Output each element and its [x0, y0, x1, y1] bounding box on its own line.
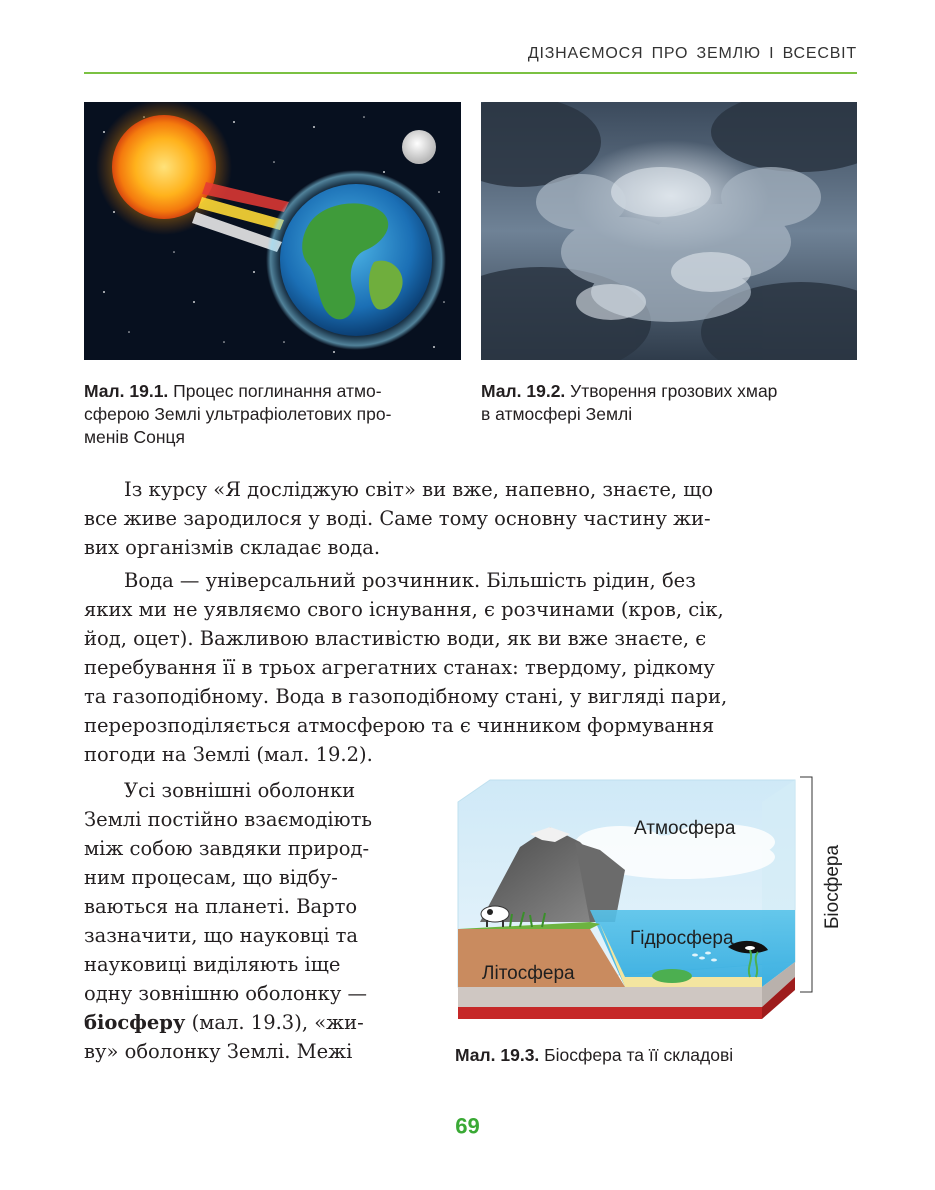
text-line: одну зовнішню оболонку —: [84, 982, 368, 1005]
text-line: ваються на планеті. Варто: [84, 895, 358, 918]
text-line: Із курсу «Я досліджую світ» ви вже, напевно, знаєте, що: [124, 478, 714, 501]
body-paragraph-1: [84, 475, 800, 562]
label-atmosphere: Атмосфера: [634, 818, 736, 839]
figure-19-2-caption: [481, 380, 857, 426]
text-fragment: (мал. 19.3), «жи-: [185, 1011, 364, 1034]
text-line: ву» оболонку Землі. Межі: [84, 1040, 353, 1063]
caption-line: менів Сонця: [84, 427, 186, 447]
body-paragraph-3: [84, 776, 424, 1066]
figure-19-3-caption: [455, 1044, 835, 1067]
text-line: все живе зародилося у воді. Саме тому основну частину жи-: [84, 507, 711, 530]
figure-label: Мал. 19.1.: [84, 381, 169, 401]
label-biosphere: Біосфера: [822, 844, 843, 930]
figure-19-2-image: [481, 102, 857, 360]
running-header: ДІЗНАЄМОСЯ ПРО ЗЕМЛЮ І ВСЕСВІТ: [527, 45, 857, 62]
caption-line: в атмосфері Землі: [481, 404, 633, 424]
text-line: перерозподіляється атмосферою та є чинником формування: [84, 714, 715, 737]
text-line: Усі зовнішні оболонки: [124, 779, 356, 802]
text-line: Вода — універсальний розчинник. Більшість рідин, без: [124, 569, 696, 592]
figure-19-1-image: [84, 102, 461, 360]
caption-line: сферою Землі ультрафіолетових про-: [84, 404, 392, 424]
caption-text: Біосфера та її складові: [544, 1045, 734, 1065]
text-line: ним процесам, що відбу-: [84, 866, 338, 889]
text-line: науковиці виділяють іще: [84, 953, 341, 976]
page-number: 69: [455, 1113, 480, 1138]
label-hydrosphere: Гідросфера: [630, 928, 734, 949]
figure-label: Мал. 19.3.: [455, 1045, 540, 1065]
caption-line: Процес поглинання атмо-: [173, 381, 382, 401]
figure-label: Мал. 19.2.: [481, 381, 566, 401]
caption-line: Утворення грозових хмар: [570, 381, 778, 401]
label-lithosphere: Літосфера: [482, 963, 575, 984]
text-line: та газоподібному. Вода в газоподібному стані, у вигляді пари,: [84, 685, 728, 708]
text-line: погоди на Землі (мал. 19.2).: [84, 743, 373, 766]
header-rule: [84, 72, 857, 74]
text-line: між собою завдяки природ-: [84, 837, 370, 860]
text-line: йод, оцет). Важливою властивістю води, як ви вже знаєте, є: [84, 627, 707, 650]
text-line: Землі постійно взаємодіють: [84, 808, 372, 831]
body-paragraph-2: [84, 566, 800, 769]
text-line: яких ми не уявляємо свого існування, є розчинами (кров, сік,: [84, 598, 724, 621]
figure-19-1-caption: [84, 380, 464, 449]
text-line: вих організмів складає вода.: [84, 536, 381, 559]
text-line: перебування її в трьох агрегатних станах: твердому, рідкому: [84, 656, 715, 679]
figure-19-3-diagram: [450, 772, 850, 1034]
text-line: зазначити, що науковці та: [84, 924, 359, 947]
term-biosphere: біосферу: [84, 1011, 186, 1034]
